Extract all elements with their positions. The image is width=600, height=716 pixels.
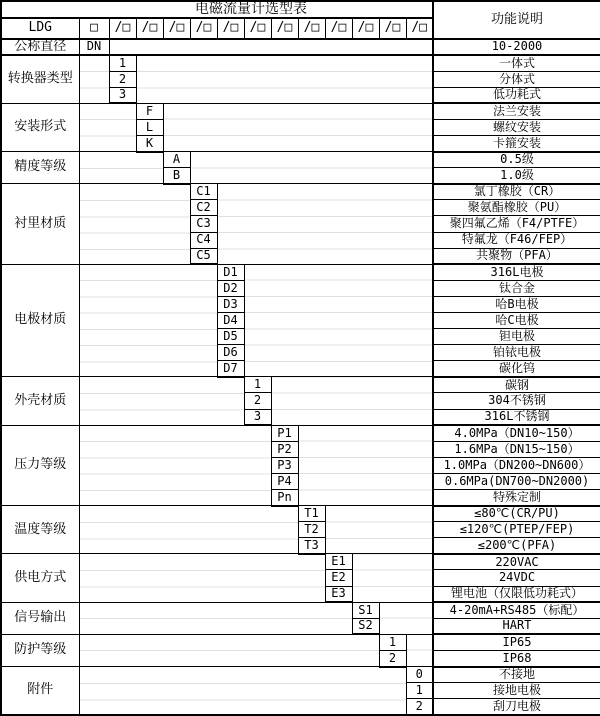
- category-label: 精度等级: [1, 152, 79, 184]
- category-label: 电极材质: [1, 264, 79, 377]
- category-label: 压力等级: [1, 425, 79, 505]
- description-cell: 1.0级: [433, 168, 600, 184]
- category-label: 温度等级: [1, 506, 79, 554]
- option-code-cell: 3: [109, 87, 136, 103]
- description-cell: 4-20mA+RS485（标配）: [433, 602, 600, 618]
- code-placeholder-cell: /□: [406, 18, 433, 38]
- option-code-cell: 2: [109, 71, 136, 87]
- table-row: [1, 377, 600, 393]
- option-code-cell: C3: [190, 216, 217, 232]
- description-cell: 0.5级: [433, 152, 600, 168]
- description-cell: 316L电极: [433, 264, 600, 280]
- table-row: [1, 264, 600, 280]
- option-code-cell: D6: [217, 345, 244, 361]
- code-placeholder-cell: /□: [109, 18, 136, 38]
- description-cell: 钽电极: [433, 329, 600, 345]
- option-code-cell: B: [163, 168, 190, 184]
- empty-grid-cell: [406, 634, 433, 666]
- option-code-cell: P1: [271, 425, 298, 441]
- description-cell: ≤120℃(PTEP/FEP): [433, 522, 600, 538]
- code-placeholder-cell: /□: [325, 18, 352, 38]
- description-cell: 哈C电极: [433, 312, 600, 328]
- category-label: 防护等级: [1, 634, 79, 666]
- empty-grid-cell: [136, 55, 433, 103]
- model-prefix-cell: LDG: [1, 18, 79, 38]
- description-cell: 聚四氟乙烯（F4/PTFE）: [433, 216, 600, 232]
- description-cell: 氯丁橡胶（CR）: [433, 184, 600, 200]
- option-code-cell: T2: [298, 522, 325, 538]
- empty-grid-cell: [79, 634, 379, 666]
- empty-grid-cell: [79, 264, 217, 377]
- category-label: 外壳材质: [1, 377, 79, 425]
- description-cell: 304不锈钢: [433, 393, 600, 409]
- empty-grid-cell: [79, 152, 163, 184]
- option-code-cell: D7: [217, 361, 244, 377]
- description-cell: 共聚物（PFA）: [433, 248, 600, 264]
- description-cell: 24VDC: [433, 570, 600, 586]
- description-cell: 碳钢: [433, 377, 600, 393]
- option-code-cell: E2: [325, 570, 352, 586]
- empty-grid-cell: [79, 554, 325, 602]
- description-cell: 特氟龙（F46/FEP）: [433, 232, 600, 248]
- description-cell: 一体式: [433, 55, 600, 71]
- option-code-cell: 1: [379, 634, 406, 650]
- description-cell: 哈B电极: [433, 296, 600, 312]
- code-placeholder-cell: /□: [136, 18, 163, 38]
- description-cell: 分体式: [433, 71, 600, 87]
- option-code-cell: C5: [190, 248, 217, 264]
- category-label: 附件: [1, 667, 79, 715]
- option-code-cell: D4: [217, 312, 244, 328]
- option-code-cell: T3: [298, 538, 325, 554]
- category-label: 信号输出: [1, 602, 79, 634]
- option-code-cell: C2: [190, 200, 217, 216]
- description-cell: 铂铱电极: [433, 345, 600, 361]
- empty-grid-cell: [79, 602, 352, 634]
- option-code-cell: D3: [217, 296, 244, 312]
- empty-grid-cell: [79, 377, 244, 425]
- function-column-header: 功能说明: [433, 1, 600, 39]
- empty-grid-cell: [163, 103, 433, 151]
- option-code-cell: E1: [325, 554, 352, 570]
- table-row: [1, 634, 600, 650]
- category-label: 供电方式: [1, 554, 79, 602]
- code-placeholder-cell: /□: [190, 18, 217, 38]
- description-cell: 低功耗式: [433, 87, 600, 103]
- empty-grid-cell: [79, 425, 271, 505]
- table-row: [1, 506, 600, 522]
- table-row: [1, 184, 600, 200]
- description-cell: IP65: [433, 634, 600, 650]
- table-row: [1, 554, 600, 570]
- empty-grid-cell: [217, 184, 433, 264]
- description-cell: 220VAC: [433, 554, 600, 570]
- empty-grid-cell: [271, 377, 433, 425]
- category-label: 安装形式: [1, 103, 79, 151]
- description-cell: 不接地: [433, 667, 600, 683]
- description-cell: IP68: [433, 650, 600, 666]
- table-row: [1, 667, 600, 683]
- option-code-cell: 0: [406, 667, 433, 683]
- option-code-cell: S2: [352, 618, 379, 634]
- code-placeholder-cell: /□: [217, 18, 244, 38]
- table-row: [1, 39, 600, 55]
- table-row: [1, 103, 600, 119]
- description-cell: 锂电池（仅限低功耗式）: [433, 586, 600, 602]
- description-cell: ≤200℃(PFA): [433, 538, 600, 554]
- description-cell: 10-2000: [433, 39, 600, 55]
- code-placeholder-cell: /□: [244, 18, 271, 38]
- description-cell: 聚氨酯橡胶（PU）: [433, 200, 600, 216]
- empty-grid-cell: [79, 506, 298, 554]
- option-code-cell: 2: [244, 393, 271, 409]
- option-code-cell: 2: [379, 650, 406, 666]
- option-code-cell: P4: [271, 473, 298, 489]
- table-row: [1, 1, 600, 18]
- description-cell: 刮刀电极: [433, 699, 600, 715]
- table-row: [1, 55, 600, 71]
- first-code-placeholder-cell: □: [79, 18, 109, 38]
- option-code-cell: T1: [298, 506, 325, 522]
- option-code-cell: F: [136, 103, 163, 119]
- description-cell: 特殊定制: [433, 490, 600, 506]
- option-code-cell: D5: [217, 329, 244, 345]
- description-cell: 1.0MPa（DN200~DN600）: [433, 457, 600, 473]
- code-placeholder-cell: /□: [271, 18, 298, 38]
- empty-grid-cell: [79, 103, 136, 151]
- table-row: [1, 152, 600, 168]
- empty-grid-cell: [79, 184, 190, 264]
- option-code-cell: 3: [244, 409, 271, 425]
- option-code-cell: 1: [406, 683, 433, 699]
- option-code-cell: L: [136, 119, 163, 135]
- category-label: 衬里材质: [1, 184, 79, 264]
- option-code-cell: S1: [352, 602, 379, 618]
- description-cell: 4.0MPa（DN10~150）: [433, 425, 600, 441]
- empty-grid-cell: [79, 55, 109, 103]
- category-label: 转换器类型: [1, 55, 79, 103]
- empty-grid-cell: [298, 425, 433, 505]
- description-cell: 1.6MPa（DN15~150）: [433, 441, 600, 457]
- description-cell: ≤80℃(CR/PU): [433, 506, 600, 522]
- option-code-cell: C4: [190, 232, 217, 248]
- option-code-cell: 1: [109, 55, 136, 71]
- description-cell: 法兰安装: [433, 103, 600, 119]
- empty-grid-cell: [244, 264, 433, 377]
- empty-grid-cell: [325, 506, 433, 554]
- description-cell: 316L不锈钢: [433, 409, 600, 425]
- description-cell: 接地电极: [433, 683, 600, 699]
- description-cell: 钛合金: [433, 280, 600, 296]
- empty-grid-cell: [109, 39, 433, 55]
- description-cell: 0.6MPa(DN700~DN2000): [433, 473, 600, 489]
- code-placeholder-cell: /□: [298, 18, 325, 38]
- option-code-cell: A: [163, 152, 190, 168]
- empty-grid-cell: [379, 602, 433, 634]
- option-code-cell: E3: [325, 586, 352, 602]
- empty-grid-cell: [79, 667, 406, 715]
- description-cell: HART: [433, 618, 600, 634]
- empty-grid-cell: [190, 152, 433, 184]
- empty-grid-cell: [352, 554, 433, 602]
- option-code-cell: P2: [271, 441, 298, 457]
- category-label: 公称直径: [1, 39, 79, 55]
- code-placeholder-cell: /□: [352, 18, 379, 38]
- description-cell: 碳化钨: [433, 361, 600, 377]
- option-code-cell: C1: [190, 184, 217, 200]
- option-code-cell: P3: [271, 457, 298, 473]
- option-code-cell: 1: [244, 377, 271, 393]
- option-code-cell: Pn: [271, 490, 298, 506]
- code-placeholder-cell: /□: [163, 18, 190, 38]
- table-row: [1, 602, 600, 618]
- option-code-cell: 2: [406, 699, 433, 715]
- table-row: [1, 425, 600, 441]
- option-code-cell: D1: [217, 264, 244, 280]
- option-code-cell: DN: [79, 39, 109, 55]
- option-code-cell: K: [136, 135, 163, 151]
- page-title: 电磁流量计选型表: [1, 1, 433, 18]
- option-code-cell: D2: [217, 280, 244, 296]
- description-cell: 螺纹安装: [433, 119, 600, 135]
- code-placeholder-cell: /□: [379, 18, 406, 38]
- selection-table-body: [1, 1, 600, 715]
- description-cell: 卡箍安装: [433, 135, 600, 151]
